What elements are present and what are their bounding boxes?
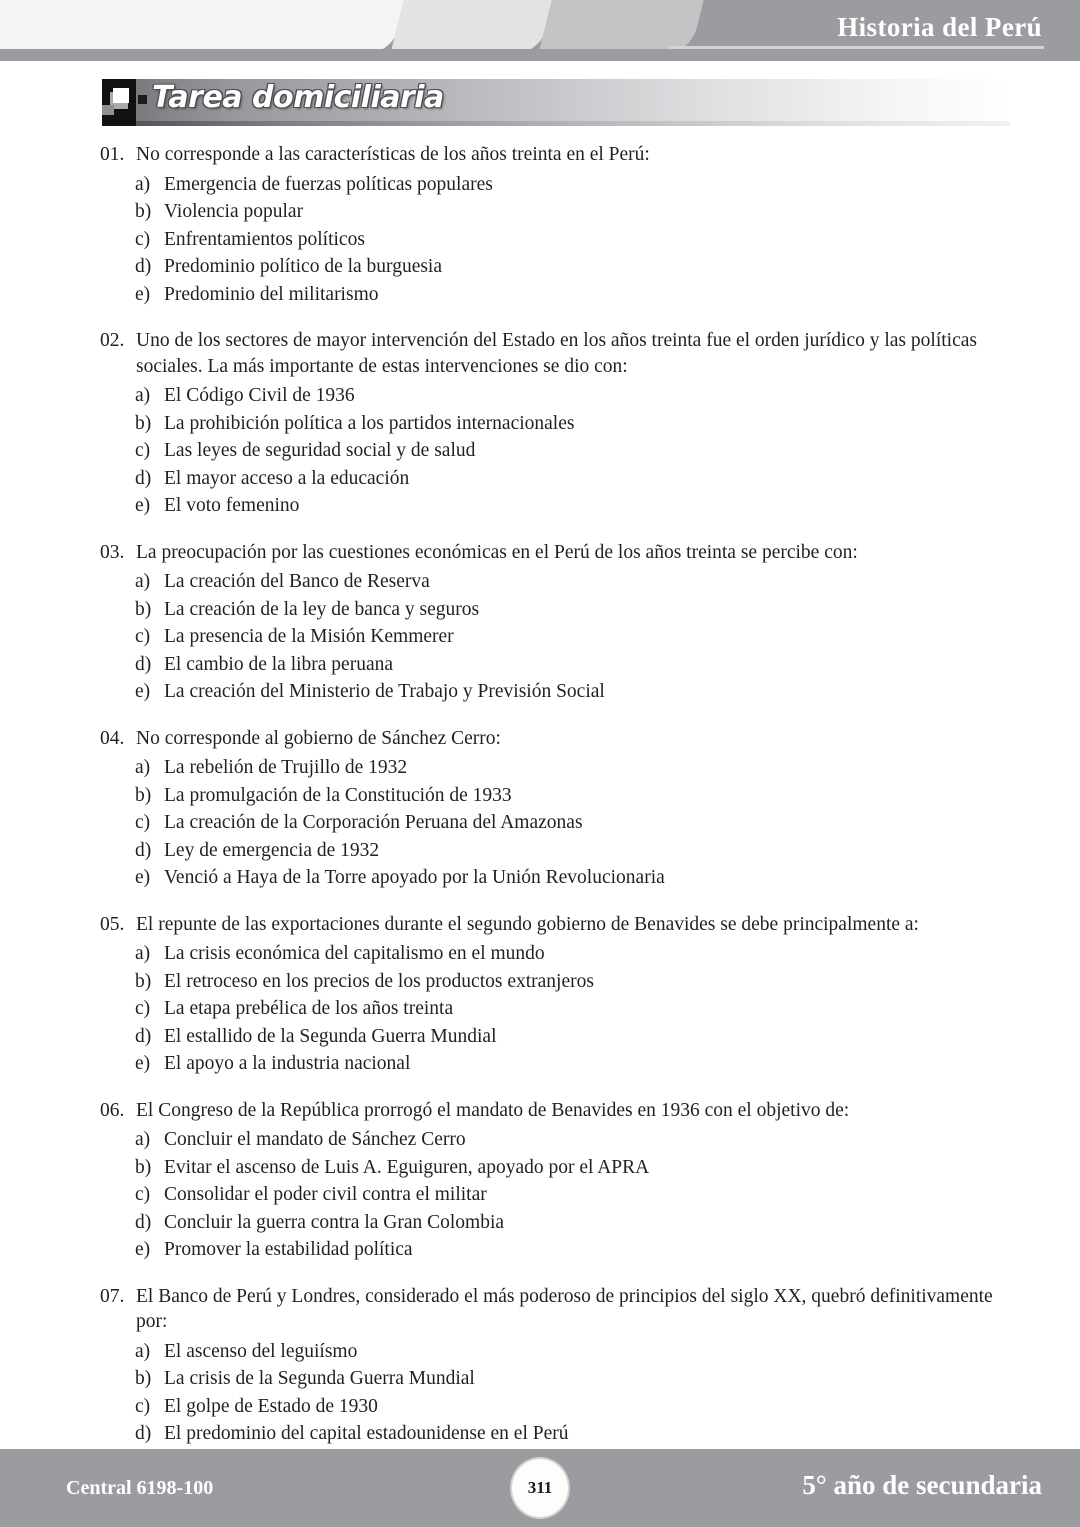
banner-block-gap (102, 105, 114, 115)
option-letter: c) (135, 812, 151, 833)
option-letter: d) (135, 839, 152, 861)
option-text: El voto femenino (164, 495, 300, 516)
option-item[interactable] (100, 968, 1008, 996)
option-text: Concluir la guerra contra la Gran Colombia (164, 1211, 505, 1233)
option-letter: a) (135, 943, 151, 964)
option-item[interactable] (100, 782, 1008, 810)
option-item[interactable] (100, 1338, 1008, 1366)
option-text: Emergencia de fuerzas políticas populares (164, 173, 493, 195)
option-item[interactable] (100, 226, 1008, 254)
option-text: La presencia de la Misión Kemmerer (164, 626, 454, 647)
question-heading (100, 142, 1008, 168)
header-diagonal-stripe-light (0, 0, 408, 54)
page-title: Historia del Perú (837, 12, 1042, 42)
option-letter: b) (135, 1156, 152, 1178)
questions-list (0, 142, 1080, 1495)
option-letter: a) (135, 173, 151, 195)
option-letter: d) (135, 653, 152, 675)
option-text: La promulgación de la Constitución de 1933 (164, 784, 512, 806)
option-text: La creación de la Corporación Peruana del Amazonas (164, 812, 583, 833)
option-item[interactable] (100, 171, 1008, 199)
header-title-rule (668, 46, 1044, 49)
section-banner-title: Tarea domiciliaria (152, 80, 444, 115)
banner-dot-icon (138, 95, 147, 104)
option-letter: a) (135, 1129, 151, 1150)
option-item[interactable] (100, 651, 1008, 679)
question-text: No corresponde a las características de los años treinta en el Perú: (136, 144, 650, 165)
option-item[interactable] (100, 281, 1008, 309)
question-number: 03. (100, 541, 125, 563)
question-number: 04. (100, 727, 125, 749)
option-letter: c) (135, 626, 151, 647)
option-list (100, 754, 1008, 892)
option-letter: d) (135, 256, 152, 277)
option-list (100, 1126, 1008, 1264)
option-letter: e) (135, 1053, 151, 1074)
option-item[interactable] (100, 995, 1008, 1023)
question-item (0, 912, 1080, 1078)
question-heading (100, 726, 1008, 752)
option-text: La etapa prebélica de los años treinta (164, 998, 454, 1019)
option-item[interactable] (100, 1209, 1008, 1237)
option-letter: b) (135, 598, 152, 620)
option-item[interactable] (100, 809, 1008, 837)
question-item (0, 328, 1080, 520)
question-number: 01. (100, 144, 125, 165)
option-text: Promover la estabilidad política (164, 1239, 413, 1260)
option-item[interactable] (100, 1236, 1008, 1264)
question-number: 06. (100, 1099, 125, 1121)
option-item[interactable] (100, 568, 1008, 596)
header-diagonal-stripe-mid (390, 0, 555, 54)
option-text: Violencia popular (164, 201, 304, 222)
header-bottom-edge (0, 49, 1080, 61)
footer-grade-label: 5° año de secundaria (802, 1470, 1042, 1500)
option-letter: e) (135, 283, 151, 305)
option-text: Predominio político de la burguesia (164, 256, 443, 277)
page-footer-band (0, 1449, 1080, 1527)
question-number: 07. (100, 1285, 125, 1307)
option-text: La creación del Banco de Reserva (164, 571, 430, 592)
question-item (0, 1284, 1080, 1476)
question-heading (100, 1098, 1008, 1124)
question-number: 05. (100, 913, 125, 935)
option-item[interactable] (100, 382, 1008, 410)
option-item[interactable] (100, 1181, 1008, 1209)
option-letter: a) (135, 385, 151, 406)
option-text: La crisis económica del capitalismo en el mundo (164, 943, 545, 964)
option-item[interactable] (100, 437, 1008, 465)
option-item[interactable] (100, 465, 1008, 493)
option-letter: b) (135, 201, 152, 222)
option-letter: b) (135, 970, 152, 992)
option-letter: e) (135, 867, 151, 888)
option-letter: c) (135, 1184, 151, 1205)
option-text: La rebelión de Trujillo de 1932 (164, 757, 408, 778)
question-item (0, 726, 1080, 892)
banner-white-square-icon (113, 88, 129, 103)
option-text: Las leyes de seguridad social y de salud (164, 440, 476, 461)
option-item[interactable] (100, 1050, 1008, 1078)
option-text: Ley de emergencia de 1932 (164, 839, 380, 861)
question-text: La preocupación por las cuestiones económicas en el Perú de los años treinta se percibe con: (136, 541, 858, 563)
option-letter: a) (135, 571, 151, 592)
option-text: Concluir el mandato de Sánchez Cerro (164, 1129, 466, 1150)
option-item[interactable] (100, 678, 1008, 706)
question-heading (100, 540, 1008, 566)
option-text: Venció a Haya de la Torre apoyado por la Unión Revolucionaria (164, 867, 665, 888)
option-item[interactable] (100, 864, 1008, 892)
option-text: El mayor acceso a la educación (164, 467, 410, 489)
option-text: La crisis de la Segunda Guerra Mundial (164, 1368, 475, 1389)
option-text: La creación del Ministerio de Trabajo y Previsión Social (164, 681, 605, 702)
question-text: El Banco de Perú y Londres, considerado el más poderoso de principios del siglo XX, quebró definitivamente por: (136, 1285, 993, 1332)
option-text: Evitar el ascenso de Luis A. Eguiguren, apoyado por el APRA (164, 1156, 650, 1178)
option-letter: c) (135, 228, 151, 250)
option-item[interactable] (100, 1420, 1008, 1448)
question-text: El repunte de las exportaciones durante el segundo gobierno de Benavides se debe principalmente a: (136, 913, 919, 935)
option-text: El cambio de la libra peruana (164, 653, 394, 675)
question-text: Uno de los sectores de mayor intervención del Estado en los años treinta fue el orden jurídico y las políticas sociales. La más importante de estas intervenciones se dio con: (136, 330, 977, 377)
option-text: La prohibición política a los partidos internacionales (164, 412, 575, 434)
question-heading (100, 328, 1008, 379)
question-text: El Congreso de la República prorrogó el mandato de Benavides en 1936 con el objetivo de: (136, 1099, 850, 1121)
option-item[interactable] (100, 1126, 1008, 1154)
option-letter: d) (135, 467, 152, 489)
option-item[interactable] (100, 940, 1008, 968)
option-letter: e) (135, 681, 151, 702)
option-item[interactable] (100, 596, 1008, 624)
option-item[interactable] (100, 492, 1008, 520)
question-number: 02. (100, 330, 125, 351)
option-text: El apoyo a la industria nacional (164, 1053, 411, 1074)
question-item (0, 1098, 1080, 1264)
question-heading (100, 1284, 1008, 1335)
option-text: Enfrentamientos políticos (164, 228, 365, 250)
question-item (0, 142, 1080, 308)
section-banner-underline (102, 121, 1010, 126)
option-text: El estallido de la Segunda Guerra Mundial (164, 1025, 497, 1047)
option-text: La creación de la ley de banca y seguros (164, 598, 480, 620)
option-list (100, 940, 1008, 1078)
option-letter: e) (135, 495, 151, 516)
option-item[interactable] (100, 198, 1008, 226)
option-item[interactable] (100, 253, 1008, 281)
option-item[interactable] (100, 1365, 1008, 1393)
footer-contact: Central 6198-100 (66, 1477, 214, 1499)
option-item[interactable] (100, 410, 1008, 438)
option-letter: d) (135, 1423, 152, 1444)
option-item[interactable] (100, 1154, 1008, 1182)
option-text: El predominio del capital estadounidense en el Perú (164, 1423, 569, 1444)
option-text: El ascenso del leguiísmo (164, 1340, 358, 1362)
option-letter: b) (135, 412, 152, 434)
option-letter: d) (135, 1211, 152, 1233)
option-text: Predominio del militarismo (164, 283, 379, 305)
option-text: El golpe de Estado de 1930 (164, 1395, 378, 1417)
option-letter: b) (135, 784, 152, 806)
page-number-text: 311 (527, 1478, 553, 1497)
option-text: El retroceso en los precios de los productos extranjeros (164, 970, 594, 992)
option-text: Consolidar el poder civil contra el militar (164, 1184, 487, 1205)
page-number-badge (512, 1459, 568, 1517)
option-list (100, 382, 1008, 520)
option-list (100, 171, 1008, 309)
option-letter: a) (135, 757, 151, 778)
option-item[interactable] (100, 837, 1008, 865)
option-item[interactable] (100, 754, 1008, 782)
option-letter: a) (135, 1340, 151, 1362)
option-letter: c) (135, 998, 151, 1019)
option-letter: d) (135, 1025, 152, 1047)
question-item (0, 540, 1080, 706)
question-heading (100, 912, 1008, 938)
option-item[interactable] (100, 1393, 1008, 1421)
option-letter: b) (135, 1368, 152, 1389)
option-letter: c) (135, 1395, 151, 1417)
option-letter: c) (135, 440, 151, 461)
option-item[interactable] (100, 1023, 1008, 1051)
option-text: El Código Civil de 1936 (164, 385, 355, 406)
question-text: No corresponde al gobierno de Sánchez Cerro: (136, 727, 501, 749)
option-list (100, 568, 1008, 706)
option-item[interactable] (100, 623, 1008, 651)
option-letter: e) (135, 1239, 151, 1260)
